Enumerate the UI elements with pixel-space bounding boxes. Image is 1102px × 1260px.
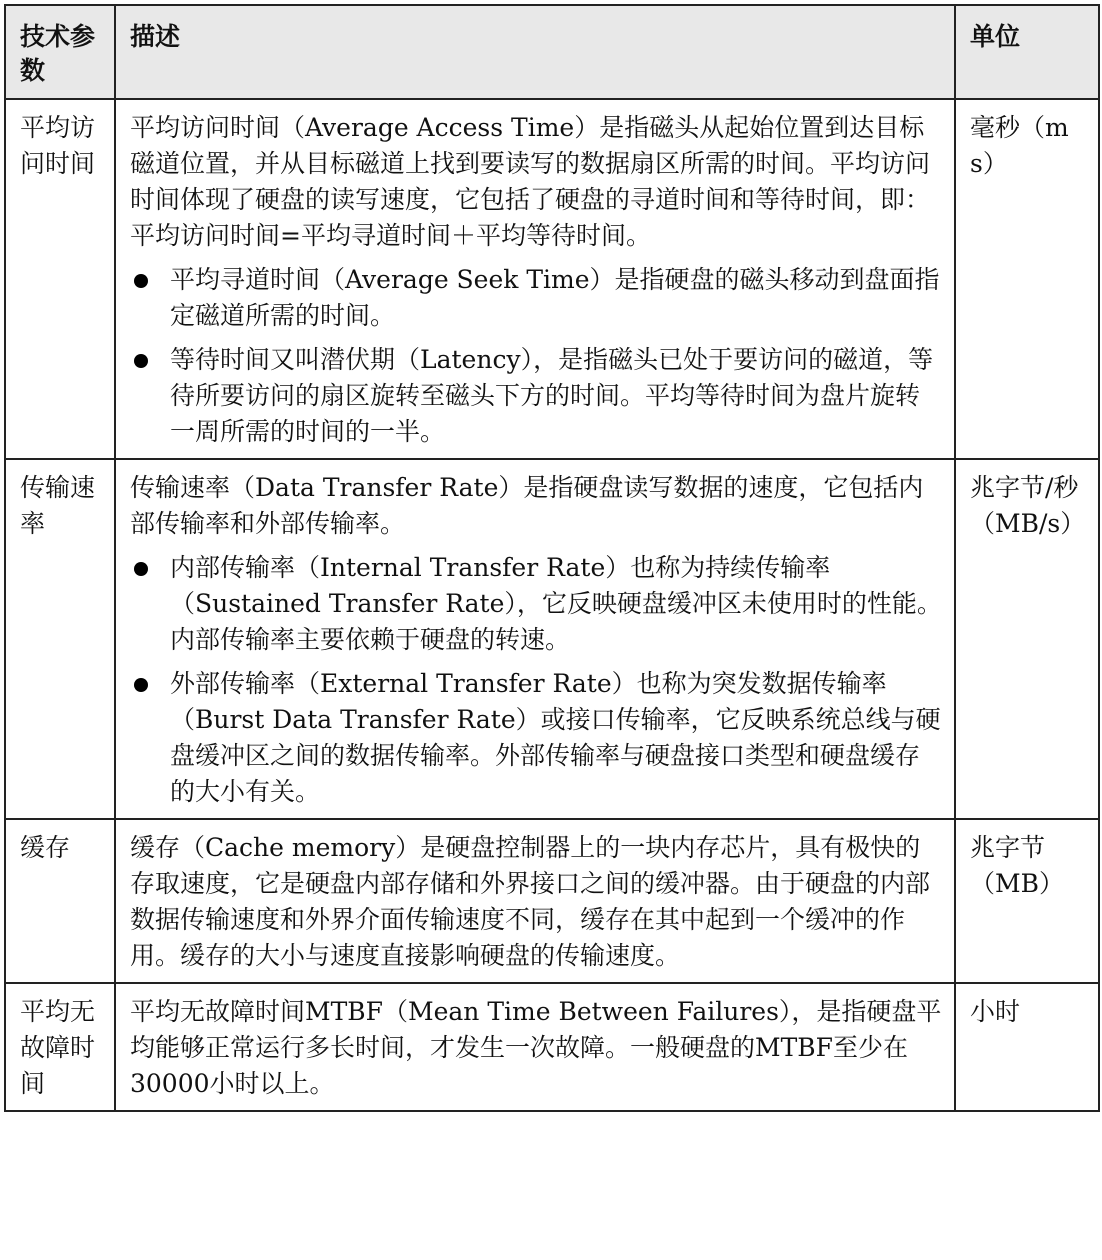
bullet-list: [130, 550, 942, 810]
bullet-item: [130, 262, 942, 334]
param-cell: 平均访问时间: [5, 99, 115, 459]
desc-cell: [115, 983, 955, 1111]
desc-intro: 缓存（Cache memory）是硬盘控制器上的一块内存芯片，具有极快的存取速度，它是硬盘内部存储和外界接口之间的缓冲器。由于硬盘的内部数据传输速度和外界介面传输速度不同，缓存在其中起到一个缓冲的作用。缓存的大小与速度直接影响硬盘的传输速度。: [130, 833, 931, 970]
bullet-dot-icon: [134, 562, 148, 576]
desc-intro: 平均无故障时间MTBF（Mean Time Between Failures），是指硬盘平均能够正常运行多长时间，才发生一次故障。一般硬盘的MTBF至少在30000小时以上。: [130, 997, 942, 1098]
bullet-item: [130, 342, 942, 450]
table-row: [5, 99, 1099, 459]
table-row: [5, 819, 1099, 983]
spec-table: [4, 4, 1100, 1112]
desc-cell: [115, 819, 955, 983]
table-row: [5, 983, 1099, 1111]
bullet-item: [130, 550, 942, 658]
header-unit: 单位: [955, 5, 1099, 99]
header-param: 技术参数: [5, 5, 115, 99]
desc-cell: [115, 99, 955, 459]
param-cell: 缓存: [5, 819, 115, 983]
bullet-item: [130, 666, 942, 810]
bullet-dot-icon: [134, 274, 148, 288]
desc-cell: [115, 459, 955, 819]
bullet-dot-icon: [134, 678, 148, 692]
table-row: [5, 459, 1099, 819]
header-row: [5, 5, 1099, 99]
bullet-text: 内部传输率（Internal Transfer Rate）也称为持续传输率（Sustained Transfer Rate），它反映硬盘缓冲区未使用时的性能。内部传输率主要依赖于硬盘的转速。: [170, 553, 942, 654]
unit-cell: 小时: [955, 983, 1099, 1111]
unit-cell: 兆字节（MB）: [955, 819, 1099, 983]
desc-intro: 传输速率（Data Transfer Rate）是指硬盘读写数据的速度，它包括内部传输率和外部传输率。: [130, 473, 924, 538]
bullet-dot-icon: [134, 354, 148, 368]
bullet-text: 等待时间又叫潜伏期（Latency），是指磁头已处于要访问的磁道，等待所要访问的扇区旋转至磁头下方的时间。平均等待时间为盘片旋转一周所需的时间的一半。: [170, 345, 934, 446]
param-cell: 平均无故障时间: [5, 983, 115, 1111]
bullet-list: [130, 262, 942, 450]
bullet-text: 平均寻道时间（Average Seek Time）是指硬盘的磁头移动到盘面指定磁道所需的时间。: [170, 265, 940, 330]
desc-intro: 平均访问时间（Average Access Time）是指磁头从起始位置到达目标磁道位置，并从目标磁道上找到要读写的数据扇区所需的时间。平均访问时间体现了硬盘的读写速度，它包括了硬盘的寻道时间和等待时间，即：平均访问时间=平均寻道时间＋平均等待时间。: [130, 113, 931, 250]
bullet-text: 外部传输率（External Transfer Rate）也称为突发数据传输率（Burst Data Transfer Rate）或接口传输率，它反映系统总线与硬盘缓冲区之间的数据传输率。外部传输率与硬盘接口类型和硬盘缓存的大小有关。: [170, 669, 941, 806]
unit-cell: 兆字节/秒（MB/s）: [955, 459, 1099, 819]
unit-cell: 毫秒（ms）: [955, 99, 1099, 459]
param-cell: 传输速率: [5, 459, 115, 819]
header-desc: 描述: [115, 5, 955, 99]
